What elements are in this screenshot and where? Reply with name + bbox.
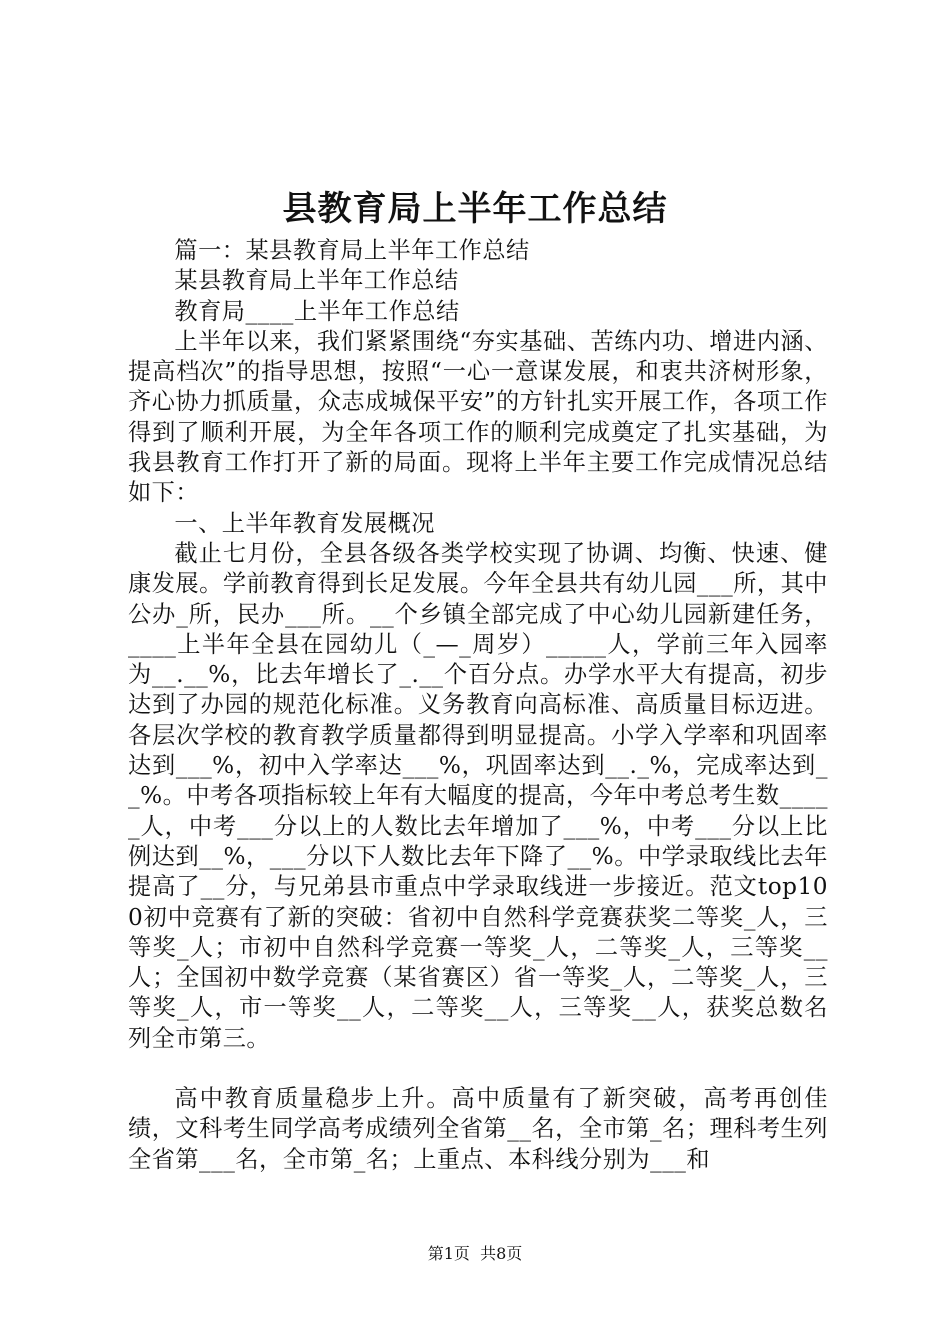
paragraph-high-school: 高中教育质量稳步上升。高中质量有了新突破，高考再创佳绩，文科考生同学高考成绩列全省第__名，全市第_名；理科考生列全省第___名，全市第_名；上重点、本科线分别为___和 [128,1085,828,1173]
page-number: 第1页 [427,1244,470,1263]
paragraph-subtitle-year: 教育局____上半年工作总结 [174,297,460,325]
page-total: 共8页 [480,1244,523,1263]
paragraph-section-heading: 篇一：某县教育局上半年工作总结 [174,237,530,264]
paragraph-heading-overview: 一、上半年教育发展概况 [174,509,435,537]
paragraph-subtitle: 某县教育局上半年工作总结 [174,267,459,295]
paragraph-intro: 上半年以来，我们紧紧围绕“夯实基础、苦练内功、增进内涵、提高档次”的指导思想，按照“一心一意谋发展，和衷共济树形象，齐心协力抓质量，众志成城保平安”的方针扎实开展工作，各项工作得到了顺利开展，为全年各项工作的顺利完成奠定了扎实基础，为我县教育工作打开了新的局面。现将上半年主要工作完成情况总结如下： [128,327,828,507]
paragraph-overview: 截止七月份，全县各级各类学校实现了协调、均衡、快速、健康发展。学前教育得到长足发展。今年全县共有幼儿园___所，其中公办_所，民办___所。__个乡镇全部完成了中心幼儿园新建任务，____上半年全县在园幼儿（_—_周岁）_____人，学前三年入园率为__.__%，比去年增长了_.__个百分点。办学水平大有提高，初步达到了办园的规范化标准。义务教育向高标准、高质量目标迈进。各层次学校的教育教学质量都得到明显提高。小学入学率和巩固率达到___%，初中入学率达___%，巩固率达到__._%，完成率达到__%。中考各项指标较上年有大幅度的提高，今年中考总考生数_____人，中考___分以上的人数比去年增加了___%，中考___分以上比例达到__%，___分以下人数比去年下降了__%。中学录取线比去年提高了__分，与兄弟县市重点中学录取线进一步接近。范文top100初中竞赛有了新的突破：省初中自然科学竞赛获奖二等奖_人，三等奖_人；市初中自然科学竞赛一等奖_人，二等奖_人，三等奖__人；全国初中数学竞赛（某省赛区）省一等奖_人，二等奖_人，三等奖_人，市一等奖__人，二等奖__人，三等奖__人，获奖总数名列全市第三。 [128,539,828,1052]
document-title: 县教育局上半年工作总结 [282,189,668,229]
document-body [128,236,828,1175]
page-footer [0,1243,950,1265]
